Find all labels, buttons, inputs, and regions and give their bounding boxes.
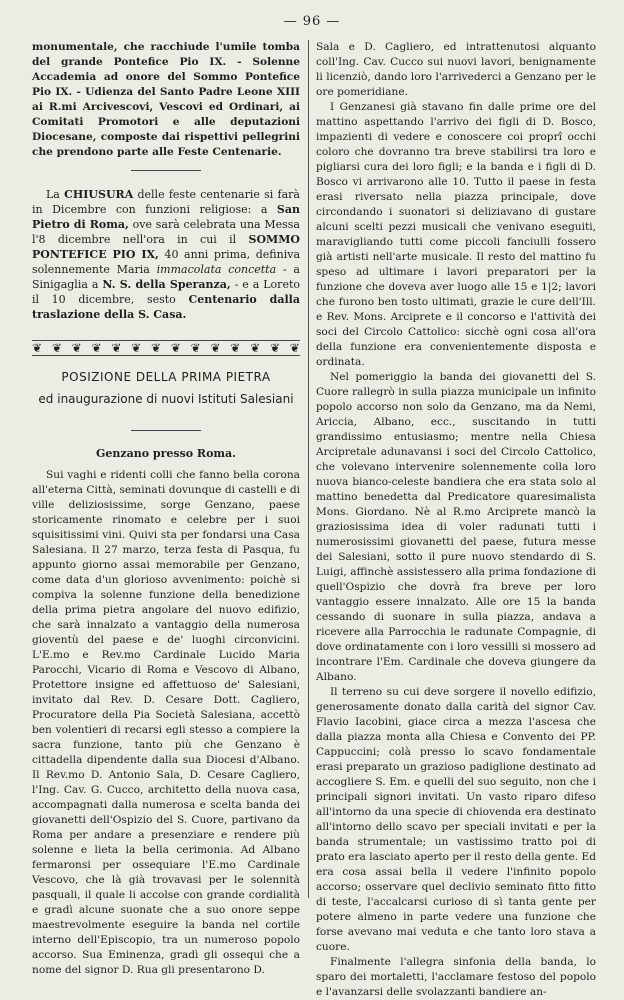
announce-bold: CHIUSURA [64,188,134,201]
page-number: — 96 — [283,14,341,29]
announce-text: ove sarà celebrata una Messa l'8 dicembre nell'ora in cui il [32,218,300,246]
ornament-glyph: ❦ [269,341,280,355]
ornament-glyph: ❦ [170,341,181,355]
ornament-glyph: ❦ [190,341,201,355]
article-title: POSIZIONE DELLA PRIMA PIETRA [61,370,271,384]
announce-text: - a Sinigaglia a [32,263,300,291]
announce-bold: SOMMO PONTEFICE PIO IX, [32,233,300,261]
left-column [32,40,300,978]
right-column [316,40,596,1000]
ornament-glyph: ❦ [250,341,261,355]
column-divider [308,40,309,898]
announce-bold: Centenario dalla traslazione della S. Casa. [32,293,300,321]
right-paragraph-3: Nel pomeriggio la banda dei giovanetti del S. Cuore rallegrò in sulla piazza municipale un infinito popolo accorso non solo da Genzano, ma da Nemi, Ariccia, Albano, ecc., suscitando in tutti grandissimo entusiasmo; mentre nella Chiesa Arcipretale adunavansi i soci del Circolo Cattolico, che volevano intervenire solennemente colla loro nuova bianco-celeste bandiera che era stata solo al mattino benedetta dal Predicatore quaresimalista Mons. Giordano. Nè al R.mo Arciprete mancò la graziosissima idea di voler radunati tutti i numerosissimi giovanetti del paese, futura messe dei Salesiani, sotto il pure nuovo stendardo di S. Luigi, affinchè assistessero alla prima fondazione di quell'Ospizio che dovrà fra breve per loro vantaggio essere innalzato. Alle ore 15 la banda cessando di suonare in sulla piazza, andava a ricevere alla Parrocchia le radunate Compagnie, di dove ordinatamente con i loro vessilli si mossero ad incontrare l'Em. Cardinale che doveva giungere da Albano. [316,371,596,683]
ornament-glyph: ❦ [230,341,241,355]
section-heading: Genzano presso Roma. [95,447,237,460]
ornamental-border [32,340,300,356]
right-paragraph-5: Finalmente l'allegra sinfonia della banda, lo sparo dei mortaletti, l'acclamare festoso del popolo e l'avanzarsi delle svolazzanti bandiere an- [316,956,596,998]
announce-bold: San Pietro di Roma, [32,203,300,231]
announce-text: - e a Loreto il 10 dicembre, sesto [32,278,300,306]
ornament-glyph: ❦ [32,341,43,355]
announce-text: 40 anni prima, definiva solennemente Maria [32,248,301,276]
section-divider [131,170,201,171]
title-divider [131,430,201,431]
right-paragraph-2: I Genzanesi già stavano fin dalle prime ore del mattino aspettando l'arrivo dei figli di D. Bosco, impazienti di vedere e conoscere coi proprî occhi coloro che dovranno tra breve stabilirsi tra loro e pigliarsi cura dei loro figli; e la banda e i figli di D. Bosco vi arrivarono alle 10. Tutto il paese in festa erasi riversato nella piazza principale, dove circondando i suonatori si deliziavano di gustare alcuni scelti pezzi musicali che venivano eseguiti, maravigliando tutti come piccoli fanciulli fossero già artisti nell'arte musicale. Il resto del mattino fu speso ad ultimare i lavori preparatori per la funzione che doveva aver luogo alle 15 e 1|2; lavori che furono ben tosto ultimati, grazie le cure dell'Ill. e Rev. Mons. Arciprete e il concorso e l'attività dei soci del Circolo Cattolico: sicchè ogni cosa all'ora della funzione era convenientemente disposta e ordinata. [316,101,596,368]
ornament-glyph: ❦ [91,341,102,355]
announce-text: La [46,188,65,201]
right-paragraph-4: Il terreno su cui deve sorgere il novello edifizio, generosamente donato dalla carità del signor Cav. Flavio Iacobini, giace circa a mezza l'ascesa che dalla piazza monta alla Chiesa e Convento dei PP. Cappuccini; colà presso lo scavo fondamentale erasi preparato un grazioso padiglione destinato ad accogliere S. Em. e quelli del suo seguito, non che i principali signori invitati. Un vasto riparo difeso all'intorno da una specie di chiovenda era destinato all'intorno dello scavo per speciali invitati e per la banda strumentale; un vastissimo tratto poi di prato era lasciato aperto per il resto della gente. Ed era cosa assai bella il vedere l'infinito popolo accorso; osservare quel declivio seminato fitto fitto di teste, l'accalcarsi curioso di sì tanta gente per potere almeno in parte vedere una funzione che forse avevano mai veduta e che tanto loro stava a cuore. [316,686,596,953]
ornament-glyph: ❦ [210,341,221,355]
ornament-glyph: ❦ [131,341,142,355]
closing-announcement [32,187,300,322]
ornament-glyph: ❦ [289,341,300,355]
announce-italic: immacolata concetta [156,263,277,276]
right-paragraph-1: Sala e D. Cagliero, ed intrattenutosi alquanto coll'Ing. Cav. Cucco sui nuovi lavori, benignamente li licenziò, dando loro l'arrivederci a Genzano per le ore pomeridiane. [316,41,596,98]
left-opening-paragraph: monumentale, che racchiude l'umile tomba del grande Pontefice Pio IX. - Solenne Accademia ad onore del Sommo Pontefice Pio IX. - Udienza del Santo Padre Leone XIII ai R.mi Arcivescovi, Vescovi ed Ordinari, ai Comitati Promotori e alle deputazioni Diocesane, composte dai rispettivi pellegrini che prendono parte alle Feste Centenarie. [32,41,300,158]
announce-bold: N. S. della Speranza, [102,278,231,291]
ornament-glyph: ❦ [71,341,82,355]
ornament-glyph: ❦ [51,341,62,355]
article-subtitle: ed inaugurazione di nuovi Istituti Salesiani [38,392,294,406]
announce-text: delle feste centenarie si farà in Dicembre con funzioni religiose: a [32,188,300,216]
ornament-glyph: ❦ [111,341,122,355]
article-body-left: Sui vaghi e ridenti colli che fanno bella corona all'eterna Città, seminati dovunque di castelli e di ville deliziosissime, sorge Genzano, paese storicamente rinomato e celebre per i suoi squisitissimi vini. Quivi sta per fondarsi una Casa Salesiana. Il 27 marzo, terza festa di Pasqua, fu appunto giorno assai memorabile per Genzano, come data d'un glorioso avvenimento: poichè si compiva la solenne funzione della benedizione della prima pietra angolare del nuovo edifizio, che sarà innalzato a vantaggio della numerosa gioventù del paese e de' luoghi circonvicini. L'E.mo e Rev.mo Cardinale Lucido Maria Parocchi, Vicario di Roma e Vescovo di Albano, Protettore insigne ed affettuoso de' Salesiani, invitato dal Rev. D. Cesare Dott. Cagliero, Procuratore della Pia Società Salesiana, accettò ben volentieri di recarsi egli stesso a compiere la sacra funzione, tanto più che Genzano è cittadella dipendente dalla sua Diocesi d'Albano. Il Rev.mo D. Antonio Sala, D. Cesare Cagliero, l'Ing. Cav. G. Cucco, architetto della nuova casa, accompagnati dalla numerosa e scelta banda dei giovanetti dell'Ospizio del S. Cuore, partivano da Roma per andare a presenziare e rendere più solenne e lieta la bella cerimonia. Ad Albano fermaronsi per ossequiare l'E.mo Cardinale Vescovo, che là già trovavasi per le solennità pasquali, il quale li accolse con grande cordialità e gradì alcune suonate che a suo onore seppe maestrevolmente eseguire la banda nel cortile interno dell'Episcopio, tra un numeroso popolo accorso. Sua Eminenza, gradì gli ossequi che a nome del signor D. Rua gli presentarono D. [32,469,300,976]
ornament-glyph: ❦ [150,341,162,355]
